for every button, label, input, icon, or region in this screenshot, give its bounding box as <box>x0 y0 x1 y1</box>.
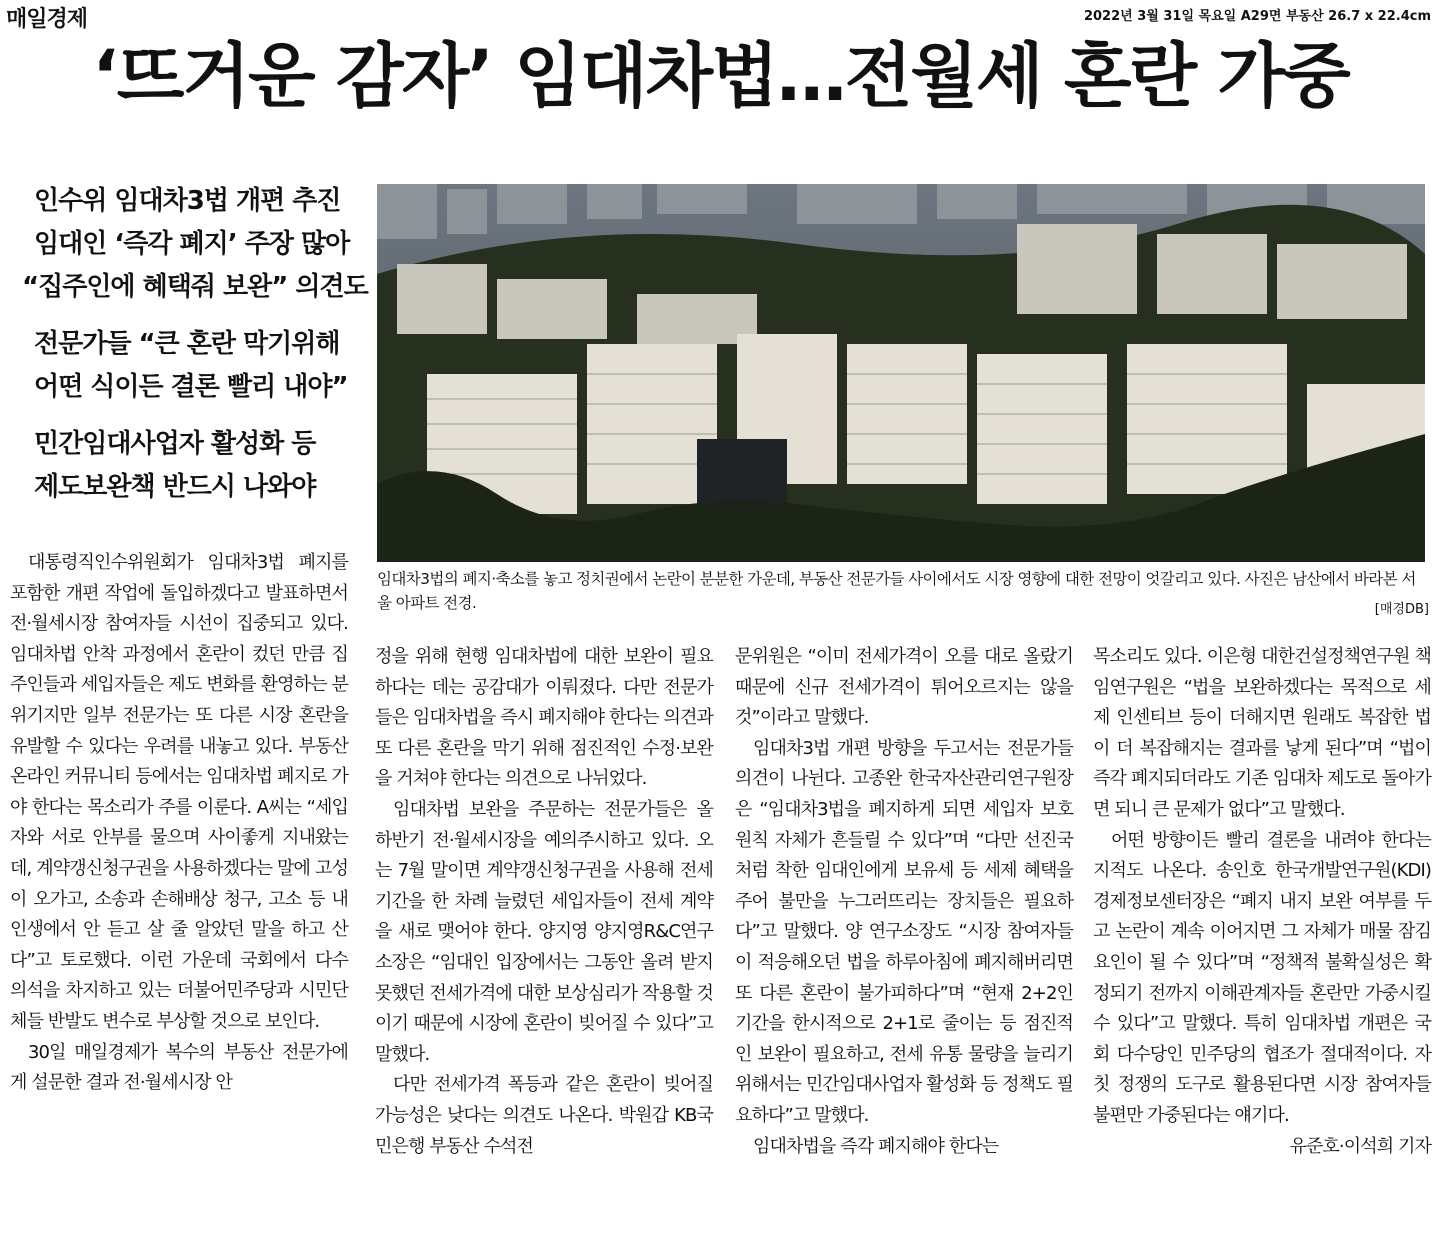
paragraph: 목소리도 있다. 이은형 대한건설정책연구원 책임연구원은 “법을 보완하겠다는 목적으로 세제 인센티브 등이 더해지면 원래도 복잡한 법이 더 복잡해지는 결과를 낳게 된다”며 “법이 즉각 폐지되더라도 기존 임대차 제도로 돌아가면 되니 큰 문제가 없다”고 말했다. <box>1093 646 1431 820</box>
masthead: 매일경제 <box>6 7 88 32</box>
article-column-2 <box>375 642 713 1162</box>
subheads <box>22 180 372 509</box>
subhead-6: 민간임대사업자 활성화 등 <box>34 429 316 459</box>
cityscape-illustration <box>377 184 1425 562</box>
apartment-photo <box>377 184 1425 562</box>
byline: 유준호·이석희 기자 <box>1289 1135 1431 1157</box>
subhead-2: 임대인 ‘즉각 폐지’ 주장 많아 <box>34 229 350 259</box>
subhead-4: 전문가들 “큰 혼란 막기위해 <box>34 329 340 359</box>
photo-caption: 임대차3법의 폐지·축소를 놓고 정치권에서 논란이 분분한 가운데, 부동산 전문가들 사이에서도 시장 영향에 대한 전망이 엇갈리고 있다. 사진은 남산에서 바라본 서울 아파트 전경. <box>377 570 1416 612</box>
photo-credit: [매경DB] <box>1374 602 1429 617</box>
headline: ‘뜨거운 감자’ 임대차법…전월세 혼란 가중 <box>92 35 1349 117</box>
paragraph: 임대차법 보완을 주문하는 전문가들은 올 하반기 전·월세시장을 예의주시하고 있다. 오는 7월 말이면 계약갱신청구권을 사용해 전세기간을 한 차례 늘렸던 세입자들이 전세 계약을 새로 맺어야 한다. 양지영 양지영R&C연구소장은 “임대인 입장에서는 그동안 올려 받지 못했던 전세가격에 대한 보상심리가 작용할 것이기 때문에 시장에 혼란이 빚어질 수 있다”고 말했다. <box>375 798 713 1065</box>
paragraph <box>1093 826 1431 1157</box>
paragraph: 문위원은 “이미 전세가격이 오를 대로 올랐기 때문에 신규 전세가격이 튀어오르지는 않을 것”이라고 말했다. <box>735 646 1073 729</box>
article-column-1 <box>10 548 348 1099</box>
paragraph: 다만 전세가격 폭등과 같은 혼란이 빚어질 가능성은 낮다는 의견도 나온다. 박원갑 KB국민은행 부동산 수석전 <box>375 1074 713 1157</box>
subhead-1: 인수위 임대차3법 개편 추진 <box>34 186 341 216</box>
subhead-5: 어떤 식이든 결론 빨리 내야” <box>34 372 348 402</box>
subhead-7: 제도보완책 반드시 나와야 <box>34 472 316 502</box>
paragraph: 임대차3법 개편 방향을 두고서는 전문가들 의견이 나뉜다. 고종완 한국자산관리연구원장은 “임대차3법을 폐지하게 되면 세입자 보호 원칙 자체가 흔들릴 수 있다”며 “다만 선진국처럼 착한 임대인에게 보유세 등 세제 혜택을 주어 불만을 누그러뜨리는 장치들은 필요하다”고 말했다. 양 연구소장도 “시장 참여자들이 적응해오던 법을 하루아침에 폐지해버리면 또 다른 혼란이 불가피하다”며 “현재 2+2인 기간을 한시적으로 2+1로 줄이는 등 점진적인 보완이 필요하고, 전세 유통 물량을 늘리기 위해서는 민간임대사업자 활성화 등 정책도 필요하다”고 말했다. <box>735 737 1073 1126</box>
paragraph: 임대차법을 즉각 폐지해야 한다는 <box>753 1135 999 1157</box>
paragraph: 30일 매일경제가 복수의 부동산 전문가에게 설문한 결과 전·월세시장 안 <box>10 1041 348 1094</box>
paragraph: 정을 위해 현행 임대차법에 대한 보완이 필요하다는 데는 공감대가 이뤄졌다. 다만 전문가들은 임대차법을 즉시 폐지해야 한다는 의견과 또 다른 혼란을 막기 위해 점진적인 수정·보완을 거쳐야 한다는 의견으로 나뉘었다. <box>375 646 713 790</box>
dateline: 2022년 3월 31일 목요일 A29면 부동산 26.7 x 22.4cm <box>1083 9 1431 24</box>
paragraph: 대통령직인수위원회가 임대차3법 폐지를 포함한 개편 작업에 돌입하겠다고 발표하면서 전·월세시장 참여자들 시선이 집중되고 있다. 임대차법 안착 과정에서 혼란이 컸던 만큼 집주인들과 세입자들은 제도 변화를 환영하는 분위기지만 일부 전문가는 또 다른 시장 혼란을 유발할 수 있다는 우려를 내놓고 있다. 부동산 온라인 커뮤니티 등에서는 임대차법 폐지로 가야 한다는 목소리가 주를 이룬다. A씨는 “세입자와 서로 안부를 물으며 사이좋게 지내왔는데, 계약갱신청구권을 사용하겠다는 말에 고성이 오가고, 소송과 손해배상 청구, 고소 등 내 인생에서 안 듣고 살 줄 알았던 말을 하고 산다”고 토로했다. 이런 가운데 국회에서 다수 의석을 차지하고 있는 더불어민주당과 시민단체들 반발도 변수로 부상할 것으로 보인다. <box>10 552 348 1032</box>
paragraph-text: 어떤 방향이든 빨리 결론을 내려야 한다는 지적도 나온다. 송인호 한국개발연구원(KDI) 경제정보센터장은 “폐지 내지 보완 여부를 두고 논란이 계속 이어지면 그 자체가 매물 잠김 요인이 될 수 있다”며 “정책적 불확실성은 확정되기 전까지 이해관계자들 혼란만 가중시킬 수 있다”고 말했다. 특히 임대차법 개편은 국회 다수당인 민주당의 협조가 절대적이다. 자칫 정쟁의 도구로 활용된다면 시장 참여자들 불편만 가중된다는 얘기다. <box>1093 829 1431 1126</box>
subhead-3: “집주인에 혜택줘 보완” 의견도 <box>22 272 368 302</box>
article-column-4 <box>1093 642 1431 1162</box>
article-column-3 <box>735 642 1073 1162</box>
